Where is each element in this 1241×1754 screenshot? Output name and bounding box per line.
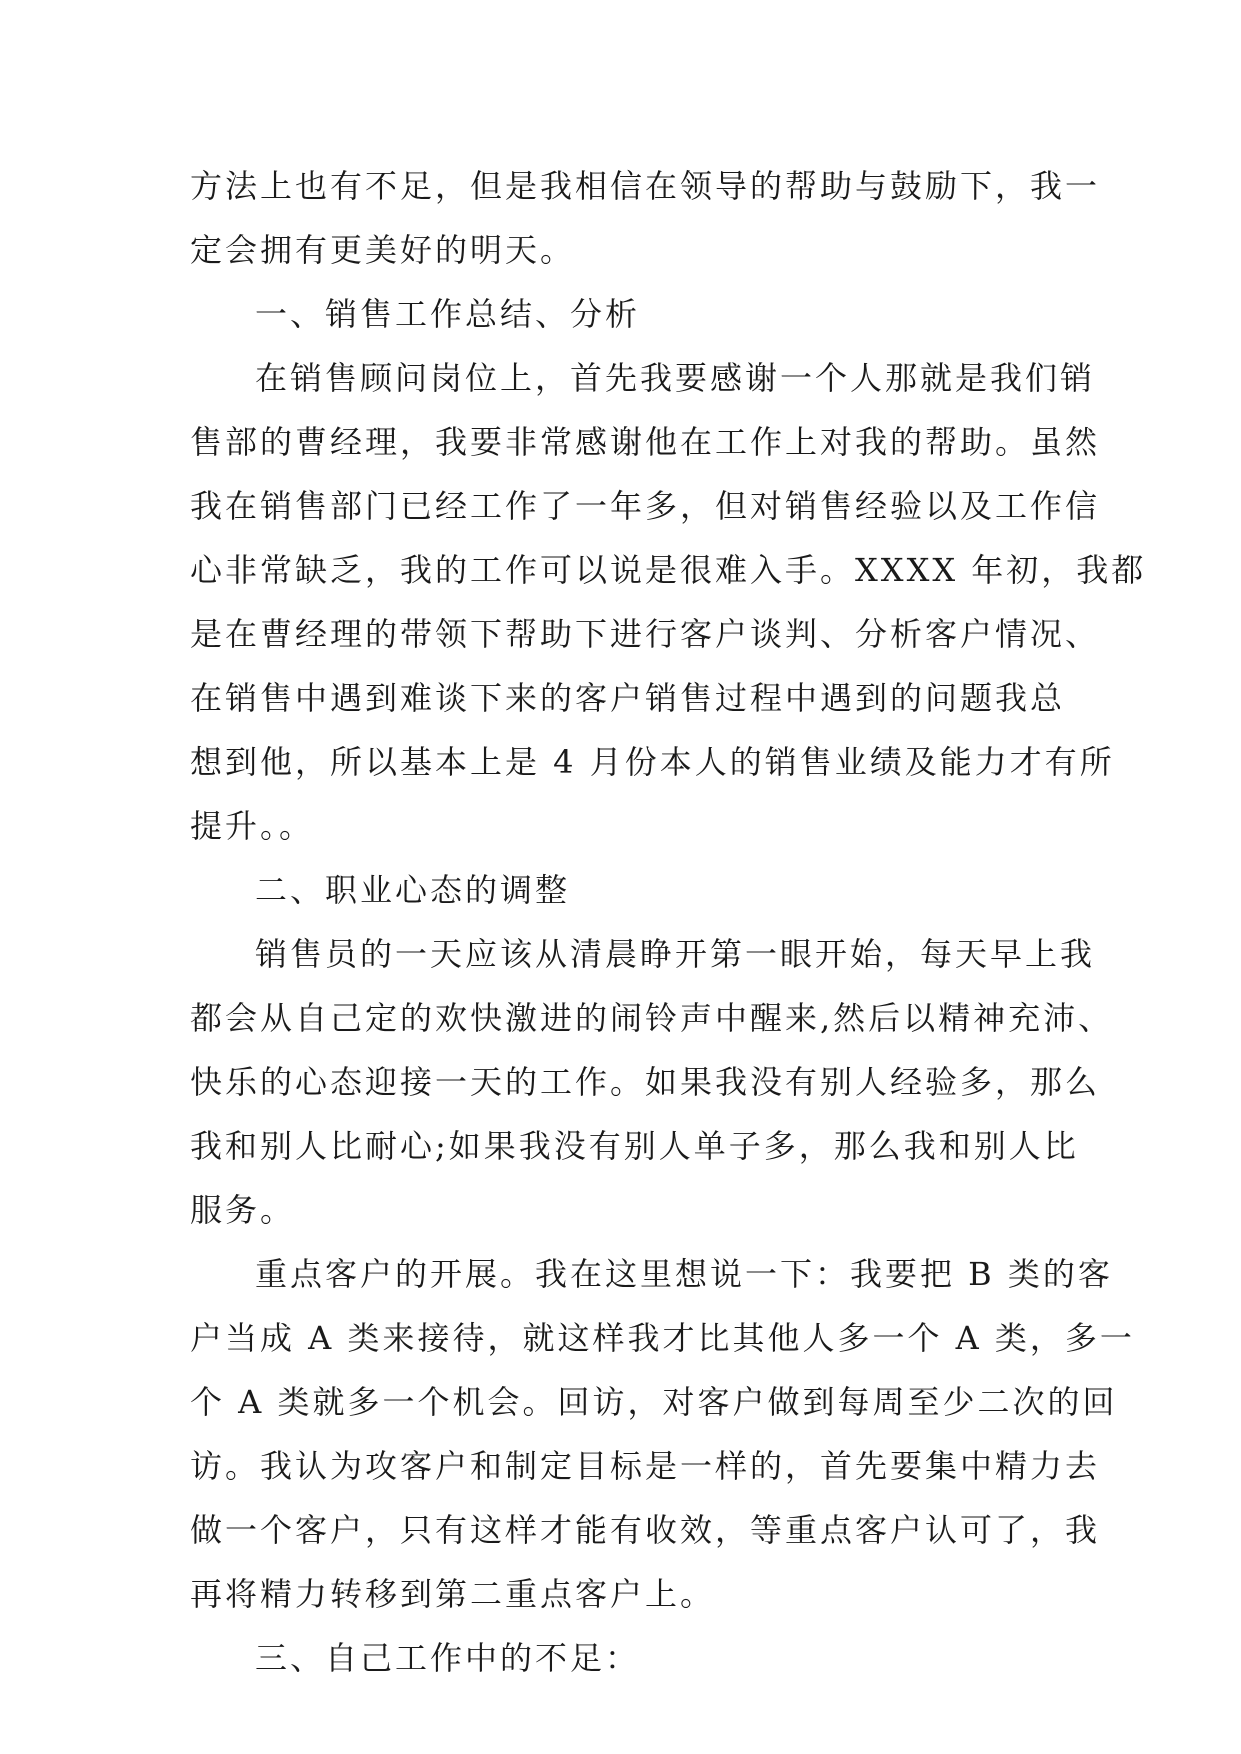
text-line: 重点客户的开展。我在这里想说一下：我要把 B 类的客 [255, 1255, 1113, 1293]
section-heading: 三、自己工作中的不足： [255, 1639, 641, 1677]
section-heading: 二、职业心态的调整 [255, 871, 571, 909]
text-line: 方法上也有不足，但是我相信在领导的帮助与鼓励下，我一 [190, 167, 1101, 205]
section-heading: 一、销售工作总结、分析 [255, 295, 641, 333]
text-line: 我在销售部门已经工作了一年多，但对销售经验以及工作信 [190, 487, 1101, 525]
text-line: 定会拥有更美好的明天。 [190, 231, 576, 269]
text-line: 在销售中遇到难谈下来的客户销售过程中遇到的问题我总 [190, 679, 1066, 717]
text-line: 想到他，所以基本上是 4 月份本人的销售业绩及能力才有所 [190, 743, 1115, 781]
text-line: 服务。 [190, 1191, 296, 1229]
text-line: 快乐的心态迎接一天的工作。如果我没有别人经验多，那么 [190, 1063, 1101, 1101]
text-line: 都会从自己定的欢快激进的闹铃声中醒来,然后以精神充沛、 [190, 999, 1114, 1037]
text-line: 做一个客户，只有这样才能有收效，等重点客户认可了，我 [190, 1511, 1101, 1549]
text-line: 我和别人比耐心;如果我没有别人单子多，那么我和别人比 [190, 1127, 1079, 1165]
text-line: 在销售顾问岗位上，首先我要感谢一个人那就是我们销 [255, 359, 1096, 397]
text-line: 个 A 类就多一个机会。回访，对客户做到每周至少二次的回 [190, 1383, 1118, 1421]
text-line: 售部的曹经理，我要非常感谢他在工作上对我的帮助。虽然 [190, 423, 1101, 461]
text-line: 是在曹经理的带领下帮助下进行客户谈判、分析客户情况、 [190, 615, 1101, 653]
text-line: 心非常缺乏，我的工作可以说是很难入手。XXXX 年初，我都 [190, 551, 1147, 589]
text-line: 户当成 A 类来接待，就这样我才比其他人多一个 A 类，多一 [190, 1319, 1135, 1357]
text-line: 销售员的一天应该从清晨睁开第一眼开始，每天早上我 [255, 935, 1096, 973]
text-line: 访。我认为攻客户和制定目标是一样的，首先要集中精力去 [190, 1447, 1101, 1485]
text-line: 再将精力转移到第二重点客户上。 [190, 1575, 716, 1613]
text-line: 提升。。 [190, 807, 315, 845]
